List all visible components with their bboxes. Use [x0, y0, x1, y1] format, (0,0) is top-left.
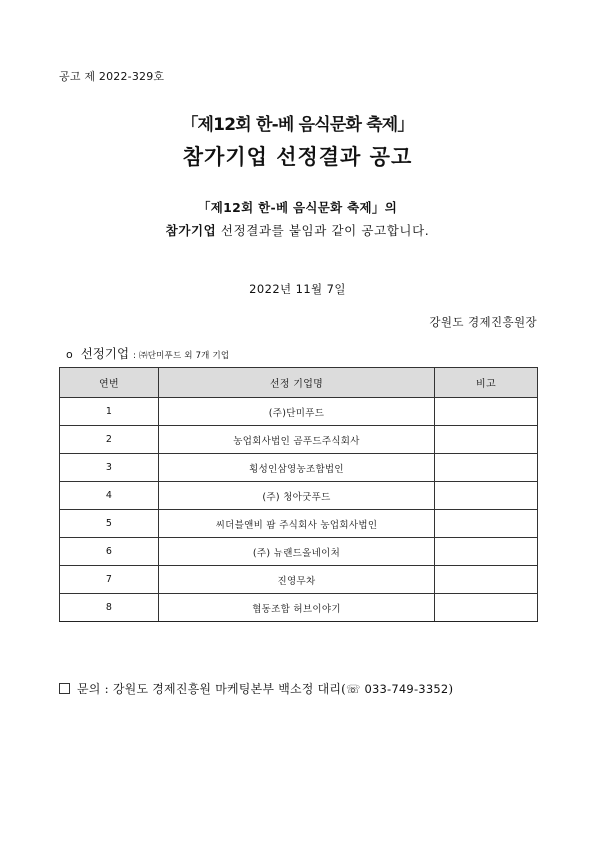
table-row: [60, 454, 538, 482]
contact-info: [59, 680, 453, 697]
header-company-name: 선정 기업명: [159, 368, 435, 398]
row-company: 협동조합 허브이야기: [159, 594, 435, 622]
row-company: (주) 뉴랜드올네이처: [159, 538, 435, 566]
row-number: 5: [60, 510, 159, 538]
row-company: 농업회사법인 곰푸드주식회사: [159, 426, 435, 454]
row-number: 7: [60, 566, 159, 594]
contact-phone: ☏ 033-749-3352: [346, 682, 449, 696]
table-row: [60, 482, 538, 510]
table-row: [60, 538, 538, 566]
row-number: 8: [60, 594, 159, 622]
row-remarks: [435, 398, 538, 426]
selection-results-table: [59, 367, 538, 622]
table-row: [60, 594, 538, 622]
selected-companies-heading: [66, 344, 229, 362]
table-row: [60, 398, 538, 426]
table-row: [60, 566, 538, 594]
row-remarks: [435, 538, 538, 566]
document-title: 참가기업 선정결과 공고: [182, 145, 413, 169]
bullet-icon: o: [66, 348, 73, 361]
row-company: (주) 청아굿푸드: [159, 482, 435, 510]
announcement-line-2: [0, 221, 595, 239]
row-number: 3: [60, 454, 159, 482]
announcement-bold-term: 참가기업: [165, 223, 217, 238]
row-number: 2: [60, 426, 159, 454]
row-company: (주)단미푸드: [159, 398, 435, 426]
issuer: 강원도 경제진흥원장: [429, 315, 537, 329]
row-remarks: [435, 454, 538, 482]
row-company: 씨더블앤비 팜 주식회사 농업회사법인: [159, 510, 435, 538]
table-row: [60, 510, 538, 538]
announcement-line-1: 「제12회 한-베 음식문화 축제」의: [197, 200, 398, 215]
announcement-rest: 선정결과를 붙임과 같이 공고합니다.: [216, 223, 430, 238]
row-remarks: [435, 426, 538, 454]
selected-companies-summary: : ㈜단미푸드 외 7개 기업: [133, 351, 230, 361]
row-number: 4: [60, 482, 159, 510]
selected-companies-label: 선정기업: [80, 346, 130, 361]
row-company: 횡성인삼영농조합법인: [159, 454, 435, 482]
announcement-date: 2022년 11월 7일: [249, 282, 346, 296]
document-title-event: 「제12회 한-베 음식문화 축제」: [181, 115, 414, 135]
notice-number: 공고 제 2022-329호: [59, 70, 165, 83]
row-company: 진영무차: [159, 566, 435, 594]
table-row: [60, 426, 538, 454]
header-number: 연번: [60, 368, 159, 398]
contact-close-paren: ): [448, 682, 454, 696]
row-number: 6: [60, 538, 159, 566]
row-remarks: [435, 566, 538, 594]
row-remarks: [435, 594, 538, 622]
table-header-row: [60, 368, 538, 398]
contact-text: 문의 : 강원도 경제진흥원 마케팅본부 백소정 대리(: [77, 682, 347, 696]
row-remarks: [435, 482, 538, 510]
row-remarks: [435, 510, 538, 538]
header-remarks: 비고: [435, 368, 538, 398]
row-number: 1: [60, 398, 159, 426]
checkbox-square-icon: [59, 683, 70, 694]
